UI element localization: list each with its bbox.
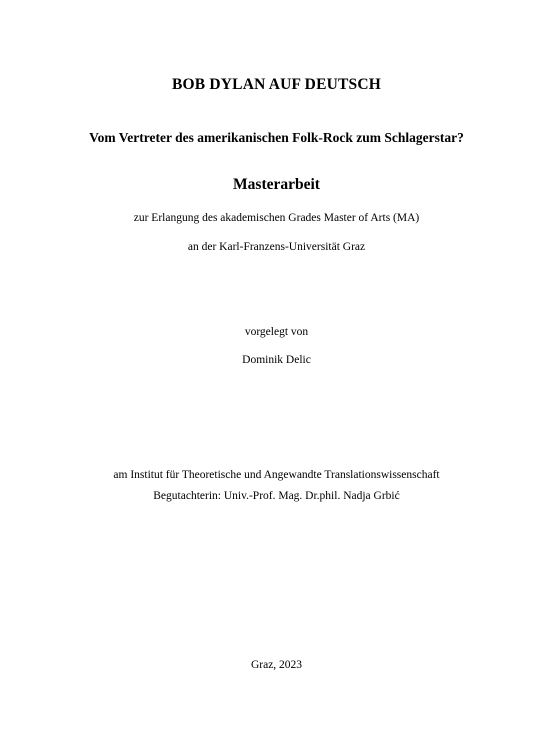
university-line: an der Karl-Franzens-Universität Graz [187, 241, 366, 253]
degree-line: zur Erlangung des akademischen Grades Master of Arts (MA) [133, 212, 420, 224]
thesis-type: Masterarbeit [233, 176, 320, 193]
submitted-by-label: vorgelegt von [244, 326, 309, 338]
place-date: Graz, 2023 [250, 659, 303, 671]
thesis-title: BOB DYLAN AUF DEUTSCH [171, 76, 382, 93]
author-name: Dominik Delic [242, 354, 311, 366]
thesis-subtitle: Vom Vertreter des amerikanischen Folk-Rock zum Schlagerstar? [89, 130, 464, 145]
institute-line: am Institut für Theoretische und Angewandte Translationswissenschaft [113, 469, 440, 481]
supervisor-line: Begutachterin: Univ.-Prof. Mag. Dr.phil. Nadja Grbić [153, 490, 400, 502]
